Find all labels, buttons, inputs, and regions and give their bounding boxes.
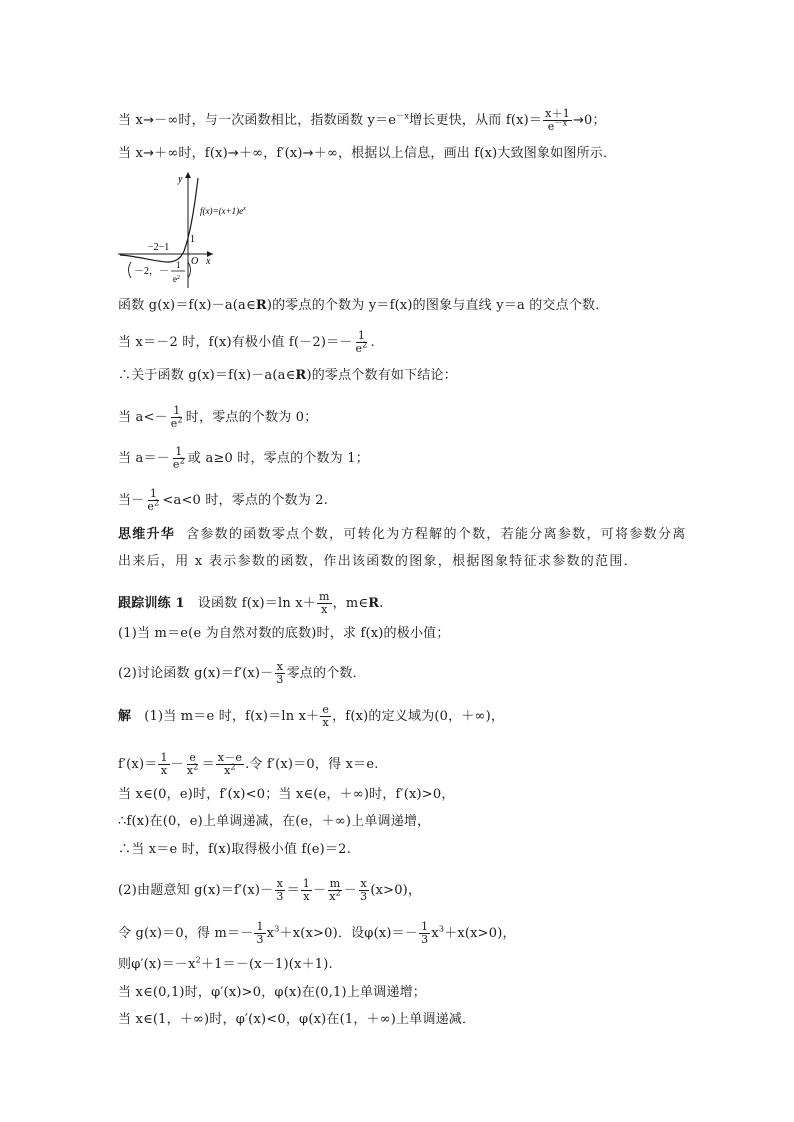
fraction bbox=[358, 878, 369, 903]
fraction bbox=[320, 704, 331, 729]
fraction bbox=[327, 878, 343, 903]
function-label bbox=[200, 206, 246, 216]
exponent: 2 bbox=[195, 955, 201, 965]
denominator bbox=[145, 498, 161, 513]
den-exponent: 2 bbox=[230, 762, 236, 772]
fraction bbox=[354, 330, 370, 355]
text: (2)由题意知 g(x)＝f′(x)－ bbox=[118, 883, 274, 898]
arrow-icon: → bbox=[143, 146, 155, 161]
text-line-11 bbox=[118, 591, 384, 616]
fraction bbox=[216, 752, 244, 777]
text: 当 x∈(0,1)时，φ′(x)>0，φ(x)在(0,1)上单调递增； bbox=[118, 985, 426, 1000]
text: 当 a<－ bbox=[118, 410, 168, 425]
denominator: x bbox=[303, 890, 310, 903]
text-line-6 bbox=[118, 405, 317, 430]
text: ＝ bbox=[201, 757, 215, 772]
tick-labels: −2−1 bbox=[148, 242, 170, 253]
den-base: e bbox=[147, 500, 155, 513]
function-label-exponent: x bbox=[243, 206, 246, 212]
text: 当－ bbox=[118, 493, 145, 508]
denominator: 3 bbox=[360, 890, 368, 903]
text: ，f(x)的定义域为(0，＋∞)， bbox=[332, 709, 505, 724]
fraction bbox=[171, 446, 187, 471]
text-line-19 bbox=[118, 878, 421, 903]
exponent: －x bbox=[396, 111, 410, 121]
text: ＝ bbox=[286, 883, 300, 898]
exponent: 3 bbox=[274, 924, 280, 934]
denominator: 3 bbox=[256, 933, 264, 946]
text: (2)讨论函数 g(x)＝f′(x)－ bbox=[118, 666, 274, 681]
text-line-2 bbox=[118, 146, 616, 162]
text: (x>0)， bbox=[370, 883, 422, 898]
arrow-icon: → bbox=[227, 146, 239, 161]
denominator: x bbox=[322, 716, 329, 729]
text-line-7 bbox=[118, 446, 369, 471]
function-graph bbox=[118, 170, 258, 292]
text: ∴f(x)在(0，e)上单调递减，在(e，＋∞)上单调递增， bbox=[118, 814, 431, 829]
text: －∞时，与一次函数相比，指数函数 y＝e bbox=[154, 113, 397, 128]
text: ＋∞，根据以上信息，画出 f(x)大致图象如图所示． bbox=[313, 146, 617, 161]
arrow-icon: → bbox=[143, 113, 155, 128]
numerator: 1 bbox=[302, 877, 310, 890]
den-exponent: 2 bbox=[335, 888, 341, 898]
origin-label: O bbox=[191, 256, 199, 267]
text: 令 g(x)＝0，得 m＝－ bbox=[118, 926, 254, 941]
x-label: x bbox=[206, 256, 211, 267]
section-heading: 解 bbox=[118, 709, 132, 724]
text-line-21 bbox=[118, 957, 333, 973]
denominator bbox=[169, 415, 185, 430]
numerator: 1 bbox=[149, 487, 158, 500]
text-line-8 bbox=[118, 488, 328, 513]
text: 出来后，用 x 表示参数的函数，作出该函数的图象，根据图象特征求参数的范围． bbox=[118, 554, 638, 569]
arrow-icon: → bbox=[302, 146, 314, 161]
text: (1)当 m＝e 时，f(x)＝ln x＋ bbox=[144, 709, 320, 724]
den-base: e bbox=[355, 342, 363, 355]
text: )的零点个数有如下结论： bbox=[306, 368, 457, 383]
text-line-14 bbox=[118, 704, 504, 729]
text: 函数 g(x)＝f(x)－a(a∈ bbox=[118, 298, 256, 313]
text: 时，零点的个数为 0； bbox=[185, 410, 318, 425]
text: f′(x)＝ bbox=[118, 757, 158, 772]
text: ＋x(x>0)．设φ(x)＝－ bbox=[279, 926, 419, 941]
text: 设函数 f(x)＝ln x＋ bbox=[197, 596, 316, 611]
numerator: x bbox=[276, 660, 284, 673]
denominator bbox=[185, 762, 201, 777]
den-exponent: 2 bbox=[177, 415, 183, 425]
text: － bbox=[343, 883, 358, 898]
text: 含参数的函数零点个数，可转化为方程解的个数，若能分离参数，可将参数分离 bbox=[186, 527, 687, 542]
numerator: x bbox=[276, 877, 284, 890]
denominator bbox=[327, 888, 343, 903]
numerator: x＋1 bbox=[545, 107, 570, 120]
text-line-13 bbox=[118, 661, 366, 686]
den-base: e bbox=[170, 417, 178, 430]
fraction bbox=[317, 591, 332, 616]
text-line-9 bbox=[118, 527, 687, 543]
fraction bbox=[158, 752, 169, 777]
denominator: 3 bbox=[276, 673, 284, 686]
text: 则φ′(x)＝－x bbox=[118, 957, 196, 972]
text: . bbox=[370, 335, 375, 350]
text: 当 x bbox=[118, 113, 144, 128]
text: 当 a＝－ bbox=[118, 451, 170, 466]
numerator: x－e bbox=[217, 751, 243, 764]
min-denominator bbox=[173, 274, 180, 284]
denominator bbox=[222, 762, 238, 777]
numerator: x bbox=[360, 877, 367, 890]
fraction bbox=[419, 921, 430, 946]
y-axis-arrow-icon bbox=[185, 172, 191, 178]
text-line-17 bbox=[118, 814, 430, 830]
denominator bbox=[546, 118, 570, 133]
text: 当 x＝－2 时，f(x)有极小值 f(－2)＝－ bbox=[118, 335, 353, 350]
fraction bbox=[169, 405, 185, 430]
fraction bbox=[543, 108, 572, 133]
text: 当 x∈(0，e)时，f′(x)<0；当 x∈(e，＋∞)时，f′(x)>0， bbox=[118, 787, 455, 802]
text: 当 x∈(1，＋∞)时，φ′(x)<0，φ(x)在(1，＋∞)上单调递减． bbox=[118, 1012, 476, 1027]
numerator: m bbox=[329, 877, 341, 890]
text-line-5 bbox=[118, 368, 457, 384]
text: ＋∞时，f(x) bbox=[154, 146, 228, 161]
text-line-15 bbox=[118, 752, 379, 777]
text-line-12 bbox=[118, 626, 450, 642]
min-numerator: 1 bbox=[176, 260, 181, 270]
text: ＋∞，f′(x) bbox=[238, 146, 303, 161]
text: 0； bbox=[584, 113, 606, 128]
fraction bbox=[301, 878, 312, 903]
min-point-label: －2，－ bbox=[134, 266, 169, 277]
fraction bbox=[274, 661, 285, 686]
denominator: 3 bbox=[276, 890, 284, 903]
fraction bbox=[185, 752, 201, 777]
text: . bbox=[379, 596, 384, 611]
exponent: 3 bbox=[438, 924, 445, 934]
text: (1)当 m＝e(e 为自然对数的底数)时，求 f(x)的极小值； bbox=[118, 626, 450, 641]
text: ＋1＝－(x－1)(x＋1). bbox=[200, 957, 333, 972]
den-exponent: 2 bbox=[362, 340, 368, 350]
function-label-text: f(x)=(x+1)e bbox=[200, 206, 244, 216]
den-exponent: 2 bbox=[154, 498, 160, 508]
numerator: 1 bbox=[173, 404, 181, 417]
real-set: R bbox=[255, 298, 267, 313]
text: － bbox=[313, 883, 327, 898]
text: <a<0 时，零点的个数为 2. bbox=[162, 493, 329, 508]
den-exponent: －x bbox=[554, 118, 568, 128]
min-den-exponent: 2 bbox=[177, 275, 180, 281]
text: 或 a≥0 时，零点的个数为 1； bbox=[187, 451, 369, 466]
arrow-icon: → bbox=[572, 113, 585, 128]
denominator: 3 bbox=[421, 933, 429, 946]
denominator bbox=[171, 456, 187, 471]
text: 增长更快，从而 f(x)＝ bbox=[409, 113, 543, 128]
den-base: x bbox=[224, 764, 231, 777]
fraction bbox=[254, 921, 265, 946]
numerator: 1 bbox=[175, 445, 183, 458]
numerator: 1 bbox=[160, 751, 168, 764]
text-line-10 bbox=[118, 554, 638, 570]
text: )的零点的个数为 y＝f(x)的图象与直线 y＝a 的交点个数． bbox=[266, 298, 609, 313]
one-label: 1 bbox=[190, 234, 195, 245]
text-line-18 bbox=[118, 842, 351, 858]
text: 零点的个数． bbox=[286, 666, 366, 681]
text: ，m∈ bbox=[332, 596, 369, 611]
left-paren bbox=[129, 262, 132, 278]
denominator: x bbox=[160, 764, 168, 777]
text: ∴关于函数 g(x)＝f(x)－a(a∈ bbox=[118, 368, 296, 383]
text: x bbox=[431, 926, 439, 941]
text-line-1 bbox=[118, 108, 606, 133]
text: .令 f′(x)＝0，得 x＝e. bbox=[245, 757, 379, 772]
text-line-23 bbox=[118, 1012, 475, 1028]
text: － bbox=[170, 757, 184, 772]
section-heading: 思维升华 bbox=[118, 527, 176, 542]
den-exponent: 2 bbox=[193, 762, 199, 772]
numerator: 1 bbox=[357, 329, 366, 342]
min-den-base: e bbox=[173, 274, 177, 284]
text: 当 x bbox=[118, 146, 144, 161]
numerator: e bbox=[189, 751, 197, 764]
den-exponent: 2 bbox=[179, 456, 185, 466]
denominator: x bbox=[321, 603, 328, 616]
fraction bbox=[145, 488, 161, 513]
numerator: e bbox=[322, 703, 330, 716]
text-line-4 bbox=[118, 330, 375, 355]
real-set: R bbox=[295, 368, 307, 383]
fraction bbox=[274, 878, 285, 903]
den-base: e bbox=[172, 458, 180, 471]
section-heading: 跟踪训练 1 bbox=[118, 596, 185, 611]
text-line-3 bbox=[118, 298, 608, 314]
denominator bbox=[354, 340, 370, 355]
numerator: 1 bbox=[421, 920, 429, 933]
real-set: R bbox=[368, 596, 380, 611]
y-label: y bbox=[178, 174, 183, 185]
text: ＋x(x>0)， bbox=[444, 926, 516, 941]
numerator: m bbox=[319, 590, 330, 603]
numerator: 1 bbox=[256, 920, 264, 933]
text-line-16 bbox=[118, 787, 455, 803]
text: ∴当 x＝e 时，f(x)取得极小值 f(e)＝2. bbox=[118, 842, 351, 857]
den-base: x bbox=[186, 764, 194, 777]
den-base: e bbox=[547, 120, 555, 133]
text-line-20 bbox=[118, 921, 516, 946]
text-line-22 bbox=[118, 985, 426, 1001]
text: x bbox=[266, 926, 275, 941]
den-base: x bbox=[329, 890, 336, 903]
